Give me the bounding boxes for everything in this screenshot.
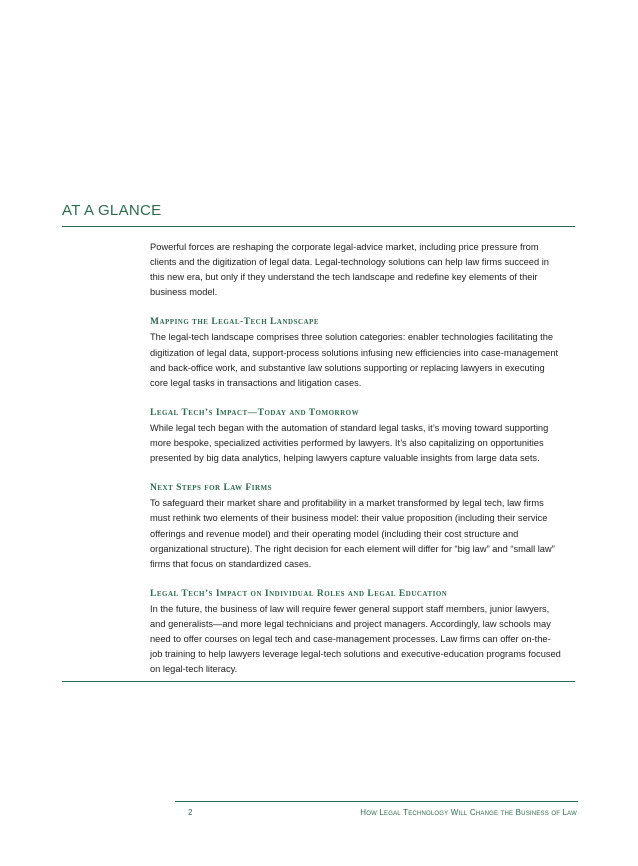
intro-paragraph: Powerful forces are reshaping the corporate legal-advice market, including price pressure from clients and the digitization of legal data. Legal-technology solutions can help law firms succeed in this new era, but only if they understand the tech landscape and redefine key elements of their business model. — [150, 242, 549, 298]
footer-divider — [175, 801, 578, 802]
section-title: Mapping the Legal-Tech Landscape — [150, 317, 319, 328]
section-body: In the future, the business of law will require fewer general support staff members, junior lawyers, and generalists—and more legal technicians and project managers. Accordingly, law schools may need to offer courses on legal tech and case-management processes. Law firms can offer on-the-job training to help lawyers leverage legal-tech solutions and executive-education programs focused on legal-tech literacy. — [150, 603, 561, 675]
section-next-steps — [150, 481, 562, 572]
section-title: Legal Tech’s Impact on Individual Roles and Legal Education — [150, 588, 448, 599]
page-number: 2 — [188, 808, 193, 817]
content-bottom-divider — [62, 681, 575, 682]
summary-content — [150, 240, 562, 677]
section-roles-education — [150, 587, 562, 678]
section-landscape — [150, 315, 562, 390]
section-body: The legal-tech landscape comprises three solution categories: enabler technologies facilitating the digitization of legal data, support-process solutions infusing new efficiencies into case-management and back-office work, and substantive law solutions supporting or replacing lawyers in executing core legal tasks in transactions and litigation cases. — [150, 332, 559, 388]
section-body: To safeguard their market share and profitability in a market transformed by legal tech, law firms must rethink two elements of their business model: their value proposition (including their service offerings and revenue model) and their operating model (including their cost structure and organizational structure). The right decision for each element will differ for “big law” and “small law” firms that focus on standardized cases. — [150, 498, 555, 569]
section-body: While legal tech began with the automation of standard legal tasks, it’s moving toward supporting more bespoke, specialized activities performed by lawyers. It’s also capitalizing on opportunities presented by big data analytics, helping lawyers capture valuable insights from large data sets. — [150, 422, 549, 464]
running-title: How Legal Technology Will Change the Business of Law — [360, 808, 577, 817]
section-title: Next Steps for Law Firms — [150, 483, 273, 494]
heading-divider — [62, 226, 575, 227]
page-title: AT A GLANCE — [62, 202, 162, 219]
section-title: Legal Tech’s Impact—Today and Tomorrow — [150, 407, 360, 418]
section-impact — [150, 406, 562, 466]
